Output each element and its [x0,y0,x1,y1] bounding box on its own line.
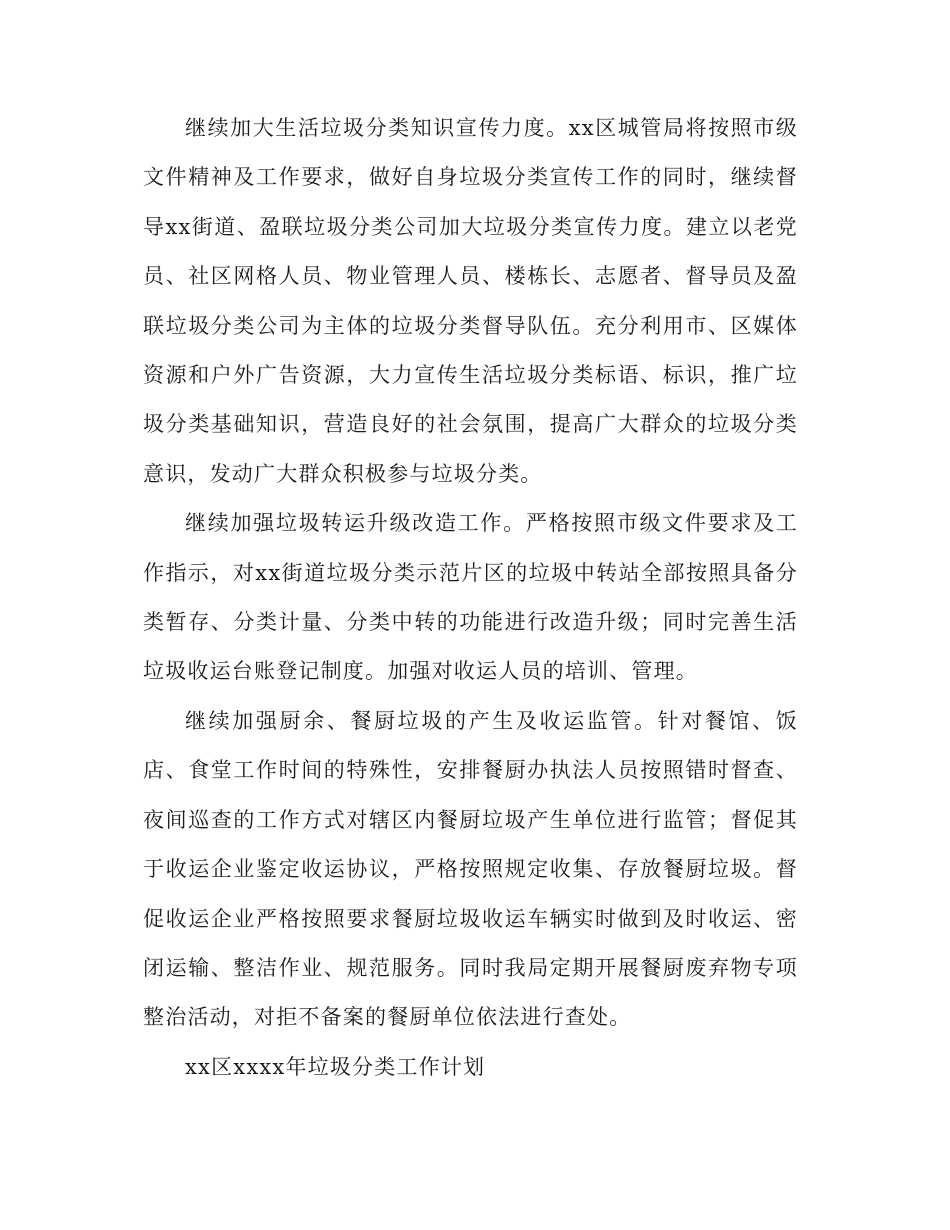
paragraph-transfer-upgrade: 继续加强垃圾转运升级改造工作。严格按照市级文件要求及工作指示，对xx街道垃圾分类示范片区的垃圾中转站全部按照具备分类暂存、分类计量、分类中转的功能进行改造升级；同时完善生活垃圾收运台账登记制度。加强对收运人员的培训、管理。 [143,511,798,684]
paragraph-kitchen-waste: 继续加强厨余、餐厨垃圾的产生及收运监管。针对餐馆、饭店、食堂工作时间的特殊性，安排餐厨办执法人员按照错时督查、夜间巡查的工作方式对辖区内餐厨垃圾产生单位进行监管；督促其于收运企业鉴定收运协议，严格按照规定收集、存放餐厨垃圾。督促收运企业严格按照要求餐厨垃圾收运车辆实时做到及时收运、密闭运输、整洁作业、规范服务。同时我局定期开展餐厨废弃物专项整治活动，对拒不备案的餐厨单位依法进行查处。 [143,708,798,1030]
paragraph-publicity: 继续加大生活垃圾分类知识宣传力度。xx区城管局将按照市级文件精神及工作要求，做好自身垃圾分类宣传工作的同时，继续督导xx街道、盈联垃圾分类公司加大垃圾分类宣传力度。建立以老党员、社区网格人员、物业管理人员、楼栋长、志愿者、督导员及盈联垃圾分类公司为主体的垃圾分类督导队伍。充分利用市、区媒体资源和户外广告资源，大力宣传生活垃圾分类标语、标识，推广垃圾分类基础知识，营造良好的社会氛围，提高广大群众的垃圾分类意识，发动广大群众积极参与垃圾分类。 [143,116,798,486]
plan-title-line: xx区xxxx年垃圾分类工作计划 [185,1054,486,1079]
document-body [143,104,798,1092]
